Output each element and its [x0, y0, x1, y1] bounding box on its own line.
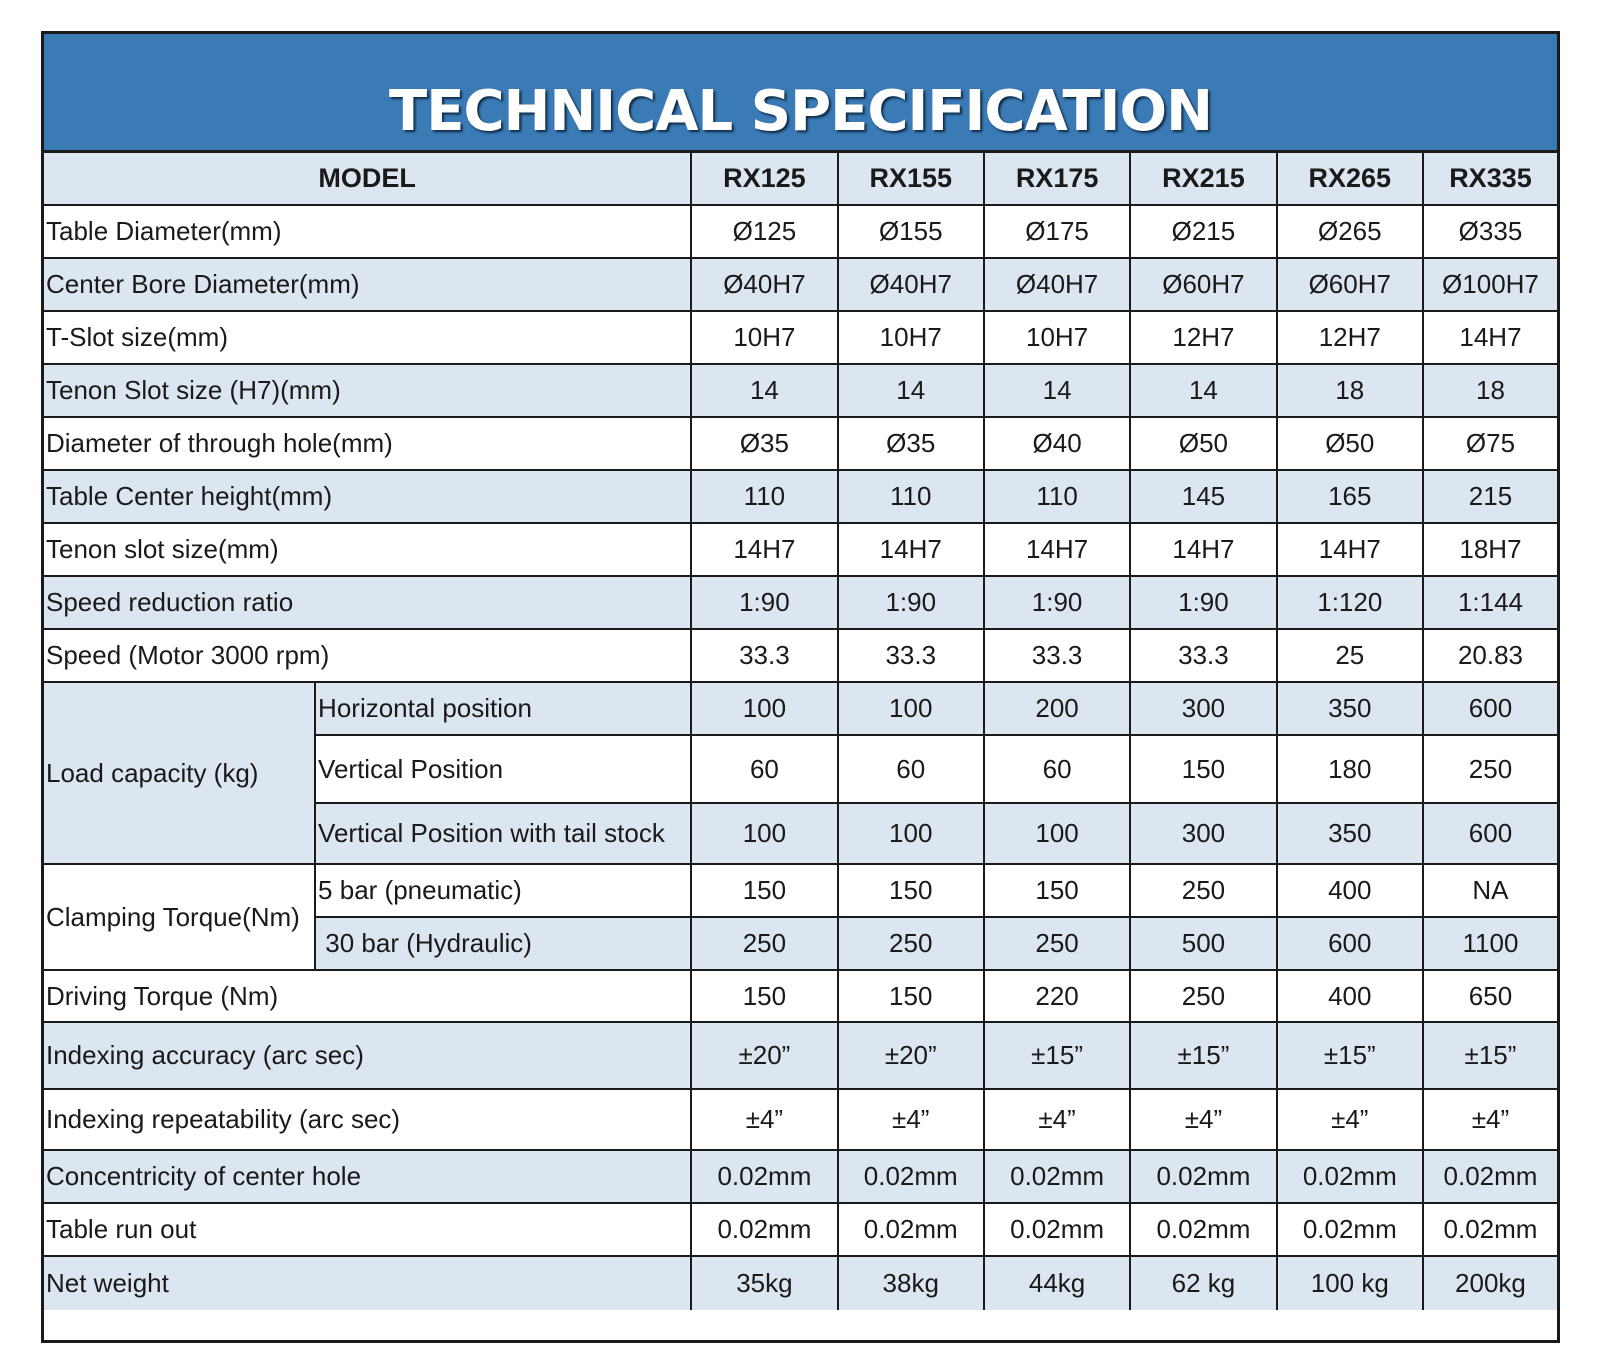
cell-value: 110	[984, 470, 1130, 523]
spec-row	[44, 1256, 1557, 1310]
cell-value: 62 kg	[1130, 1256, 1276, 1310]
cell-value: 33.3	[984, 629, 1130, 682]
cell-value: 20.83	[1423, 629, 1557, 682]
cell-value: 100	[838, 803, 984, 864]
spec-row	[44, 258, 1557, 311]
spec-row	[44, 682, 1557, 735]
cell-value: 1:90	[838, 576, 984, 629]
row-label: Indexing accuracy (arc sec)	[44, 1022, 691, 1089]
cell-value: 100	[691, 682, 837, 735]
cell-value: 18H7	[1423, 523, 1557, 576]
cell-value: 0.02mm	[1277, 1150, 1423, 1203]
cell-value: 200	[984, 682, 1130, 735]
cell-value: 14H7	[1277, 523, 1423, 576]
cell-value: Ø60H7	[1130, 258, 1276, 311]
cell-value: 1:144	[1423, 576, 1557, 629]
model-name: RX215	[1130, 153, 1276, 205]
cell-value: 145	[1130, 470, 1276, 523]
cell-value: Ø40H7	[984, 258, 1130, 311]
cell-value: 0.02mm	[691, 1203, 837, 1256]
cell-value: 10H7	[838, 311, 984, 364]
row-label: Tenon Slot size (H7)(mm)	[44, 364, 691, 417]
cell-value: 350	[1277, 682, 1423, 735]
cell-value: 0.02mm	[1130, 1150, 1276, 1203]
cell-value: 0.02mm	[1423, 1150, 1557, 1203]
spec-row	[44, 1203, 1557, 1256]
cell-value: ±4”	[1423, 1089, 1557, 1150]
cell-value: Ø175	[984, 205, 1130, 258]
cell-value: 150	[691, 864, 837, 917]
header-row	[44, 153, 1557, 205]
spec-row	[44, 576, 1557, 629]
cell-value: ±4”	[984, 1089, 1130, 1150]
spec-row	[44, 311, 1557, 364]
cell-value: 0.02mm	[838, 1150, 984, 1203]
cell-value: 0.02mm	[984, 1203, 1130, 1256]
cell-value: 650	[1423, 970, 1557, 1022]
cell-value: Ø60H7	[1277, 258, 1423, 311]
cell-value: 150	[1130, 735, 1276, 803]
sub-label: 30 bar (Hydraulic)	[315, 917, 691, 970]
cell-value: 100	[984, 803, 1130, 864]
cell-value: 14H7	[984, 523, 1130, 576]
model-name: RX175	[984, 153, 1130, 205]
title-banner	[44, 34, 1557, 153]
cell-value: 110	[838, 470, 984, 523]
spec-row	[44, 629, 1557, 682]
cell-value: 1:90	[1130, 576, 1276, 629]
cell-value: 33.3	[838, 629, 984, 682]
cell-value: 14	[838, 364, 984, 417]
cell-value: ±15”	[984, 1022, 1130, 1089]
row-label: Center Bore Diameter(mm)	[44, 258, 691, 311]
cell-value: 0.02mm	[691, 1150, 837, 1203]
cell-value: 250	[1130, 864, 1276, 917]
row-label: Diameter of through hole(mm)	[44, 417, 691, 470]
cell-value: 0.02mm	[984, 1150, 1130, 1203]
cell-value: 215	[1423, 470, 1557, 523]
cell-value: 12H7	[1130, 311, 1276, 364]
row-label: Table Diameter(mm)	[44, 205, 691, 258]
sub-label: Horizontal position	[315, 682, 691, 735]
cell-value: ±15”	[1423, 1022, 1557, 1089]
cell-value: 400	[1277, 864, 1423, 917]
cell-value: Ø100H7	[1423, 258, 1557, 311]
cell-value: 250	[1130, 970, 1276, 1022]
model-name: RX155	[838, 153, 984, 205]
cell-value: Ø35	[691, 417, 837, 470]
cell-value: 400	[1277, 970, 1423, 1022]
spec-sheet	[41, 31, 1560, 1343]
spec-row	[44, 970, 1557, 1022]
spec-row	[44, 417, 1557, 470]
cell-value: ±4”	[1277, 1089, 1423, 1150]
cell-value: 10H7	[984, 311, 1130, 364]
cell-value: 250	[1423, 735, 1557, 803]
cell-value: 1100	[1423, 917, 1557, 970]
cell-value: 10H7	[691, 311, 837, 364]
group-label: Clamping Torque(Nm)	[44, 864, 315, 970]
group-label: Load capacity (kg)	[44, 682, 315, 864]
cell-value: ±4”	[838, 1089, 984, 1150]
row-label: Net weight	[44, 1256, 691, 1310]
cell-value: 44kg	[984, 1256, 1130, 1310]
cell-value: Ø40H7	[838, 258, 984, 311]
spec-row	[44, 523, 1557, 576]
cell-value: 150	[691, 970, 837, 1022]
sub-label: Vertical Position	[315, 735, 691, 803]
cell-value: 12H7	[1277, 311, 1423, 364]
cell-value: Ø35	[838, 417, 984, 470]
cell-value: Ø50	[1277, 417, 1423, 470]
cell-value: 200kg	[1423, 1256, 1557, 1310]
row-label: Speed reduction ratio	[44, 576, 691, 629]
cell-value: 1:90	[691, 576, 837, 629]
cell-value: 150	[838, 864, 984, 917]
spec-row	[44, 470, 1557, 523]
cell-value: 600	[1423, 682, 1557, 735]
cell-value: ±15”	[1277, 1022, 1423, 1089]
cell-value: 14	[691, 364, 837, 417]
cell-value: Ø155	[838, 205, 984, 258]
spec-row	[44, 1022, 1557, 1089]
row-label: Tenon slot size(mm)	[44, 523, 691, 576]
page-title: TECHNICAL SPECIFICATION	[389, 79, 1212, 144]
cell-value: 0.02mm	[838, 1203, 984, 1256]
spec-row	[44, 364, 1557, 417]
model-name: RX335	[1423, 153, 1557, 205]
row-label: Concentricity of center hole	[44, 1150, 691, 1203]
cell-value: 25	[1277, 629, 1423, 682]
cell-value: 14H7	[691, 523, 837, 576]
cell-value: 250	[984, 917, 1130, 970]
cell-value: 500	[1130, 917, 1276, 970]
cell-value: 250	[838, 917, 984, 970]
cell-value: 100 kg	[1277, 1256, 1423, 1310]
cell-value: 0.02mm	[1277, 1203, 1423, 1256]
model-name: RX265	[1277, 153, 1423, 205]
cell-value: 300	[1130, 682, 1276, 735]
cell-value: ±4”	[1130, 1089, 1276, 1150]
cell-value: Ø75	[1423, 417, 1557, 470]
cell-value: 150	[838, 970, 984, 1022]
sub-label: 5 bar (pneumatic)	[315, 864, 691, 917]
model-header: MODEL	[44, 153, 691, 205]
cell-value: 33.3	[1130, 629, 1276, 682]
spec-row	[44, 864, 1557, 917]
cell-value: 350	[1277, 803, 1423, 864]
cell-value: 60	[838, 735, 984, 803]
cell-value: 0.02mm	[1423, 1203, 1557, 1256]
sub-label: Vertical Position with tail stock	[315, 803, 691, 864]
cell-value: Ø40H7	[691, 258, 837, 311]
cell-value: 14H7	[838, 523, 984, 576]
row-label: Table run out	[44, 1203, 691, 1256]
cell-value: 600	[1277, 917, 1423, 970]
cell-value: 1:90	[984, 576, 1130, 629]
cell-value: 0.02mm	[1130, 1203, 1276, 1256]
spec-row	[44, 1089, 1557, 1150]
cell-value: ±20”	[838, 1022, 984, 1089]
cell-value: 150	[984, 864, 1130, 917]
cell-value: ±15”	[1130, 1022, 1276, 1089]
cell-value: 250	[691, 917, 837, 970]
spec-row	[44, 1150, 1557, 1203]
row-label: T-Slot size(mm)	[44, 311, 691, 364]
cell-value: Ø125	[691, 205, 837, 258]
cell-value: 18	[1277, 364, 1423, 417]
cell-value: 100	[691, 803, 837, 864]
spec-table	[44, 153, 1557, 1310]
cell-value: 14	[984, 364, 1130, 417]
cell-value: Ø40	[984, 417, 1130, 470]
cell-value: 180	[1277, 735, 1423, 803]
row-label: Speed (Motor 3000 rpm)	[44, 629, 691, 682]
cell-value: NA	[1423, 864, 1557, 917]
spec-row	[44, 205, 1557, 258]
cell-value: Ø50	[1130, 417, 1276, 470]
model-name: RX125	[691, 153, 837, 205]
cell-value: 165	[1277, 470, 1423, 523]
row-label: Indexing repeatability (arc sec)	[44, 1089, 691, 1150]
cell-value: Ø335	[1423, 205, 1557, 258]
cell-value: 110	[691, 470, 837, 523]
cell-value: 60	[691, 735, 837, 803]
cell-value: 14	[1130, 364, 1276, 417]
cell-value: ±4”	[691, 1089, 837, 1150]
row-label: Driving Torque (Nm)	[44, 970, 691, 1022]
cell-value: 60	[984, 735, 1130, 803]
cell-value: 600	[1423, 803, 1557, 864]
cell-value: 300	[1130, 803, 1276, 864]
cell-value: 35kg	[691, 1256, 837, 1310]
cell-value: ±20”	[691, 1022, 837, 1089]
cell-value: 33.3	[691, 629, 837, 682]
cell-value: 220	[984, 970, 1130, 1022]
cell-value: 18	[1423, 364, 1557, 417]
cell-value: 1:120	[1277, 576, 1423, 629]
cell-value: 14H7	[1130, 523, 1276, 576]
row-label: Table Center height(mm)	[44, 470, 691, 523]
cell-value: 38kg	[838, 1256, 984, 1310]
cell-value: Ø265	[1277, 205, 1423, 258]
cell-value: Ø215	[1130, 205, 1276, 258]
cell-value: 14H7	[1423, 311, 1557, 364]
cell-value: 100	[838, 682, 984, 735]
